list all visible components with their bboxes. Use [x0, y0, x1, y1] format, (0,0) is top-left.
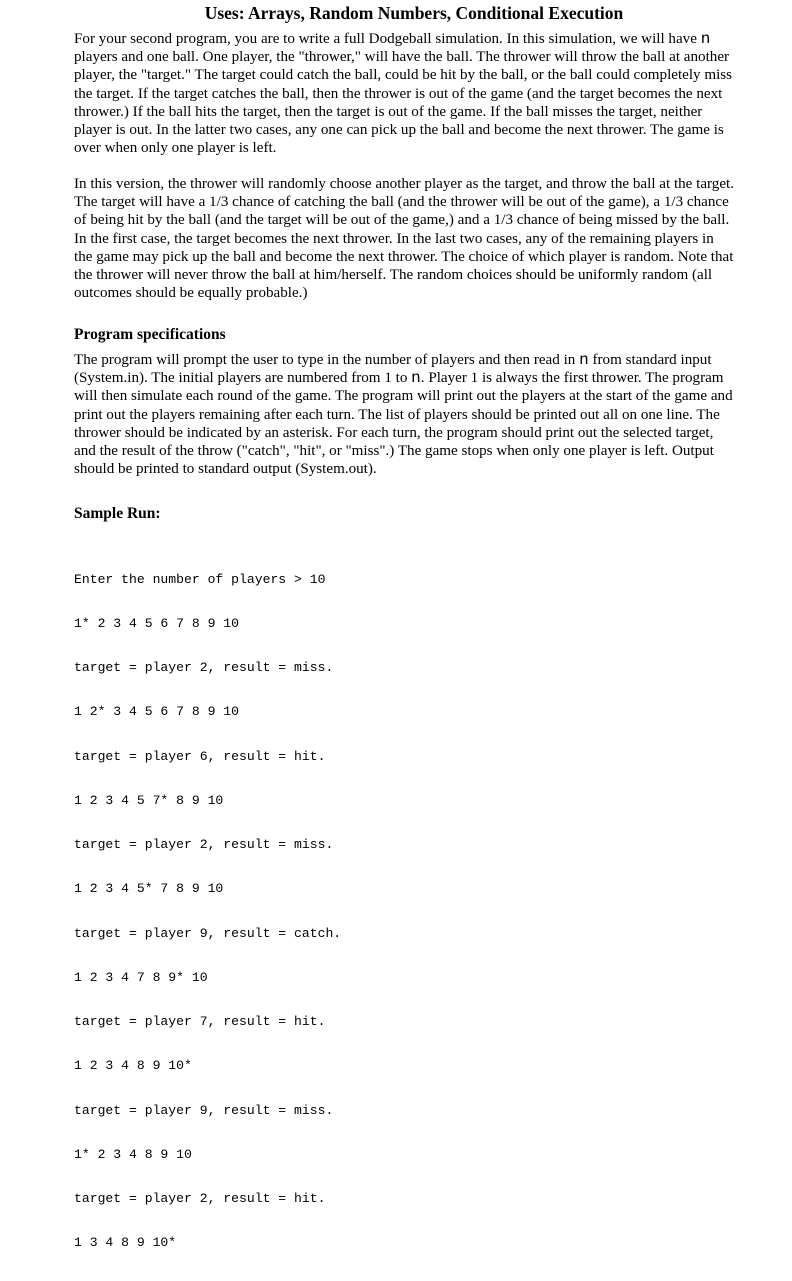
output-line: 1 2 3 4 5 7* 8 9 10 — [74, 792, 224, 808]
output-line: 1* 2 3 4 5 6 7 8 9 10 — [74, 615, 240, 631]
variable-n: n — [579, 351, 589, 369]
text-line: player, the "target." The target could catch the ball, could be hit by the ball, or the ball could completely miss — [74, 67, 733, 84]
text-line: For your second program, you are to write a full Dodgeball simulation. In this simulation, we will have n — [74, 30, 711, 48]
text-line: outcomes should be equally probable.) — [74, 285, 308, 302]
page-title: Uses: Arrays, Random Numbers, Conditional Execution — [204, 3, 624, 23]
output-line: Enter the number of players > 10 — [74, 571, 326, 587]
text-line: players and one ball. One player, the "thrower," will have the ball. The thrower will throw the ball at another — [74, 49, 730, 66]
variable-n: n — [700, 30, 711, 48]
intro-paragraph — [74, 30, 756, 157]
sample-run-heading: Sample Run: — [74, 505, 161, 522]
specs-heading: Program specifications — [74, 326, 226, 343]
text-line: the target. If the target catches the ball, then the thrower is out of the game (and the target becomes the next — [74, 85, 723, 102]
version-paragraph — [74, 175, 756, 302]
text-line: thrower.) If the ball hits the target, then the target is out of the game. If the ball misses the target, neither — [74, 103, 703, 120]
output-line: target = player 2, result = miss. — [74, 837, 334, 852]
text-line: thrower should be indicated by an asterisk. For each turn, the program should print out the selected target, — [74, 424, 714, 441]
output-line: 1 2 3 4 8 9 10* — [74, 1058, 192, 1074]
text-line: The target will have a 1/3 chance of catching the ball (and the thrower will be out of the game), a 1/3 chance — [74, 194, 729, 211]
output-line: 1 3 4 8 9 10* — [74, 1235, 177, 1251]
output-line: 1 2* 3 4 5 6 7 8 9 10 — [74, 704, 240, 720]
text-line: will then simulate each round of the game. The program will print out the players at the start of the game and — [74, 388, 733, 405]
text-line: should be printed to standard output (System.out). — [74, 461, 377, 478]
text-line: the game may pick up the ball and become the next thrower. The choice of which player is random. Note that — [74, 248, 734, 265]
text-line: In this version, the thrower will randomly choose another player as the target, and throw the ball at the target. — [74, 176, 735, 192]
output-line: target = player 2, result = miss. — [74, 660, 334, 675]
output-line: target = player 2, result = hit. — [74, 1191, 326, 1206]
sample-output — [74, 543, 341, 1281]
text-line: of being hit by the ball (and the target will be out of the game,) and a 1/3 chance of being missed by the ball. — [74, 212, 730, 229]
specs-paragraph — [74, 351, 756, 478]
text-line: player is out. In the latter two cases, any one can pick up the ball and become the next thrower. The game is — [74, 122, 724, 139]
text-line: The program will prompt the user to type in the number of players and then read in n from standard input — [74, 351, 712, 369]
text-line: over when only one player is left. — [74, 140, 277, 157]
text-line: In the first case, the target becomes the next thrower. In the last two cases, any of the remaining players in — [74, 230, 714, 247]
output-line: target = player 9, result = catch. — [74, 925, 342, 941]
output-line: target = player 7, result = hit. — [74, 1014, 326, 1029]
text-line: (System.in). The initial players are numbered from 1 to n. Player 1 is always the first thrower. The program — [74, 369, 724, 388]
output-line: target = player 6, result = hit. — [74, 748, 326, 764]
output-line: target = player 9, result = miss. — [74, 1102, 334, 1118]
output-line: 1* 2 3 4 8 9 10 — [74, 1146, 192, 1162]
text-line: and the result of the throw ("catch", "hit", or "miss".) The game stops when only one player is left. Output — [74, 443, 714, 460]
output-line: 1 2 3 4 7 8 9* 10 — [74, 969, 208, 985]
output-line: 1 2 3 4 5* 7 8 9 10 — [74, 881, 224, 897]
text-line: the thrower will never throw the ball at him/herself. The random choices should be uniformly random (all — [74, 267, 713, 284]
text-line: print out the players remaining after each turn. The list of players should be printed out all on one line. The — [74, 406, 720, 423]
variable-n: n — [411, 369, 421, 388]
